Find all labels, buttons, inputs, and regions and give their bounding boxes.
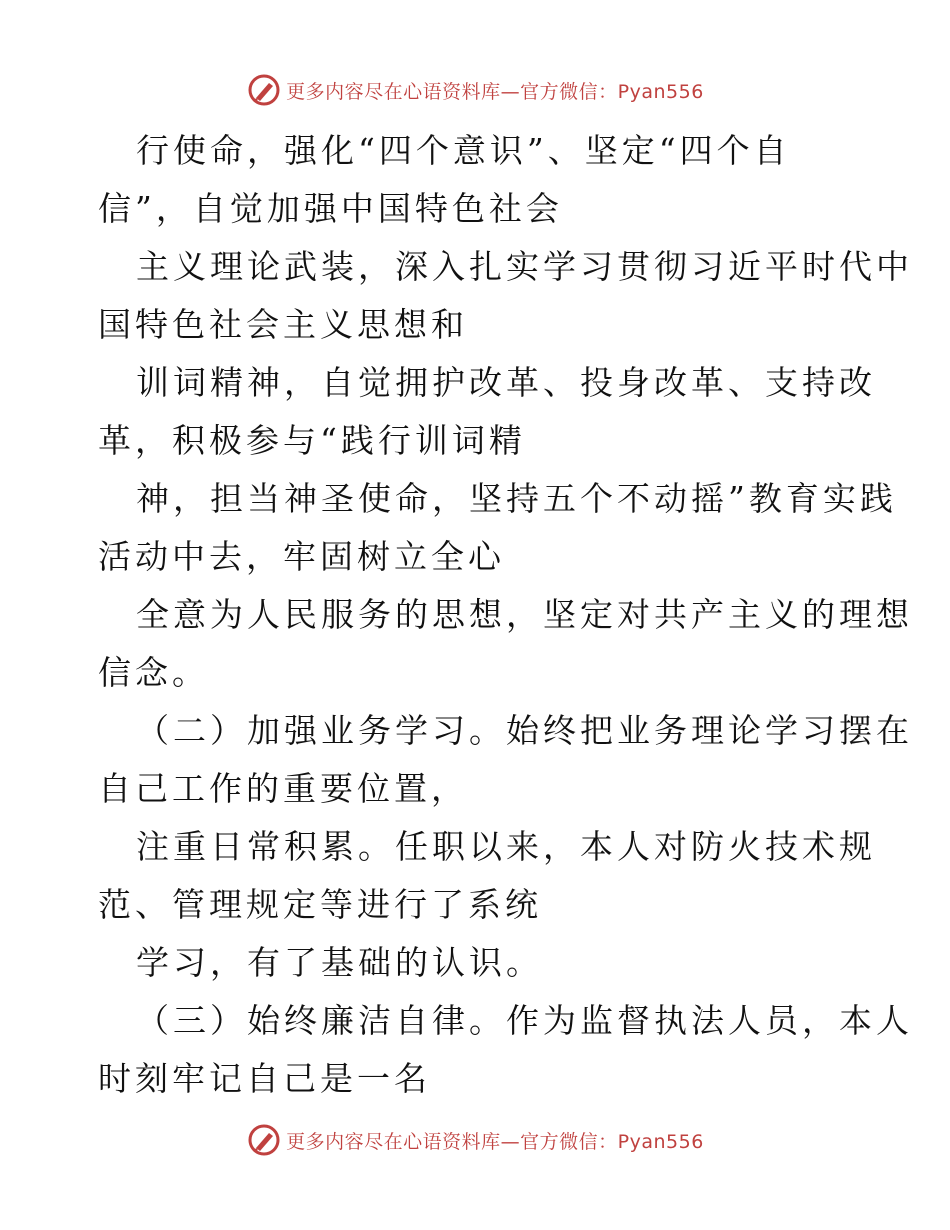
text-line: 自己工作的重要位置， bbox=[98, 769, 468, 808]
footer-watermark bbox=[0, 1120, 950, 1160]
header-watermark bbox=[0, 70, 950, 110]
text-line: 学习，有了基础的认识。 bbox=[136, 943, 543, 982]
watermark-text: 更多内容尽在心语资料库—官方微信：Pyan556 bbox=[286, 80, 704, 103]
text-line: 注重日常积累。任职以来，本人对防火技术规 bbox=[136, 827, 876, 866]
watermark-text: 更多内容尽在心语资料库—官方微信：Pyan556 bbox=[286, 1130, 704, 1153]
text-line: 国特色社会主义思想和 bbox=[98, 305, 468, 344]
text-line: 革，积极参与“践行训词精 bbox=[98, 421, 526, 460]
text-line: 信念。 bbox=[98, 653, 209, 692]
text-line: 神，担当神圣使命，坚持五个不动摇”教育实践 bbox=[136, 479, 897, 518]
text-line: 时刻牢记自己是一名 bbox=[98, 1059, 431, 1098]
pen-logo-icon bbox=[246, 1122, 282, 1158]
text-line: （三）始终廉洁自律。作为监督执法人员，本人 bbox=[136, 1001, 913, 1040]
text-line: 行使命，强化“四个意识”、坚定“四个自 bbox=[136, 131, 791, 170]
text-line: 主义理论武装，深入扎实学习贯彻习近平时代中 bbox=[136, 247, 913, 286]
pen-logo-icon bbox=[246, 72, 282, 108]
text-line: 训词精神，自觉拥护改革、投身改革、支持改 bbox=[136, 363, 876, 402]
text-line: 活动中去，牢固树立全心 bbox=[98, 537, 505, 576]
document-body bbox=[98, 122, 913, 1108]
text-line: （二）加强业务学习。始终把业务理论学习摆在 bbox=[136, 711, 913, 750]
text-line: 信”，自觉加强中国特色社会 bbox=[98, 189, 563, 228]
text-line: 全意为人民服务的思想，坚定对共产主义的理想 bbox=[136, 595, 913, 634]
text-line: 范、管理规定等进行了系统 bbox=[98, 885, 542, 924]
